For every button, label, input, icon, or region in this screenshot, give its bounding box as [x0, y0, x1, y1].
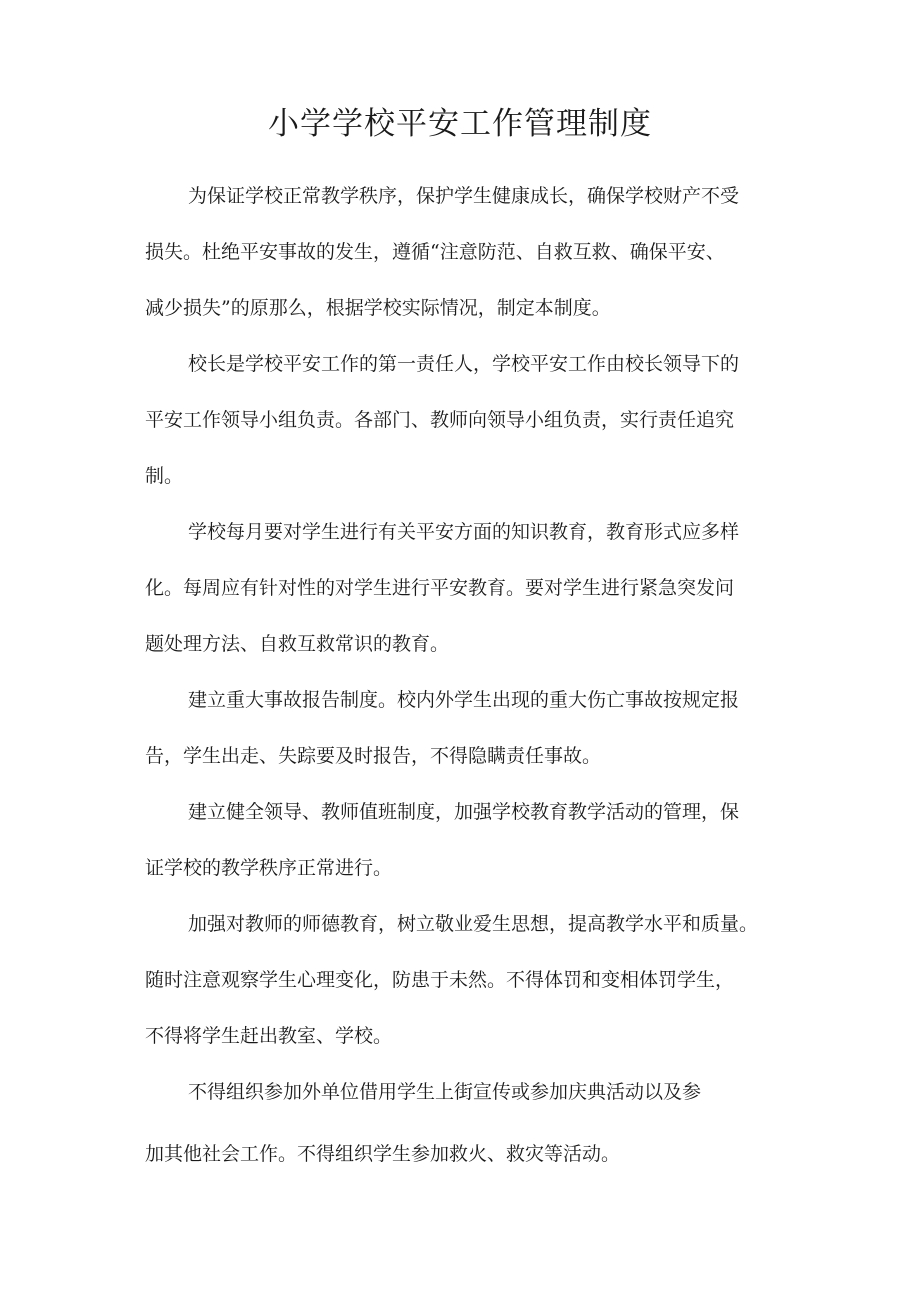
paragraph-5-line-2: 证学校的教学秩序正常进行。 — [145, 857, 393, 879]
paragraph-4-line-2: 告，学生出走、失踪要及时报告，不得隐瞒责任事故。 — [145, 745, 602, 767]
paragraph-3-line-1: 学校每月要对学生进行有关平安方面的知识教育，教育形式应多样 — [188, 521, 740, 543]
paragraph-6-line-2: 随时注意观察学生心理变化，防患于未然。不得体罚和变相体罚学生， — [145, 969, 735, 991]
paragraph-3-line-2: 化。每周应有针对性的对学生进行平安教育。要对学生进行紧急突发问 — [145, 577, 735, 599]
paragraph-1-line-1: 为保证学校正常教学秩序，保护学生健康成长，确保学校财产不受 — [188, 185, 740, 207]
paragraph-2-line-2: 平安工作领导小组负责。各部门、教师向领导小组负责，实行责任追究 — [145, 409, 735, 431]
paragraph-7-line-1: 不得组织参加外单位借用学生上街宣传或参加庆典活动以及参 — [188, 1081, 702, 1103]
paragraph-6-line-3: 不得将学生赶出教室、学校。 — [145, 1025, 393, 1047]
paragraph-7-line-2: 加其他社会工作。不得组织学生参加救火、救灾等活动。 — [145, 1143, 621, 1165]
paragraph-6-line-1: 加强对教师的师德教育，树立敬业爱生思想，提高教学水平和质量。 — [188, 913, 759, 935]
paragraph-5-line-1: 建立健全领导、教师值班制度，加强学校教育教学活动的管理，保 — [188, 801, 740, 823]
paragraph-2-line-1: 校长是学校平安工作的第一责任人，学校平安工作由校长领导下的 — [188, 353, 740, 375]
paragraph-3-line-3: 题处理方法、自救互救常识的教育。 — [145, 633, 450, 655]
paragraph-2-line-3: 制。 — [145, 465, 184, 487]
paragraph-1-line-3: 减少损失”的原那么，根据学校实际情况，制定本制度。 — [145, 297, 611, 319]
page-title: 小学学校平安工作管理制度 — [268, 106, 652, 142]
paragraph-1-line-2: 损失。杜绝平安事故的发生，遵循“注意防范、自救互救、确保平安、 — [145, 241, 725, 263]
paragraph-4-line-1: 建立重大事故报告制度。校内外学生出现的重大伤亡事故按规定报 — [188, 689, 740, 711]
